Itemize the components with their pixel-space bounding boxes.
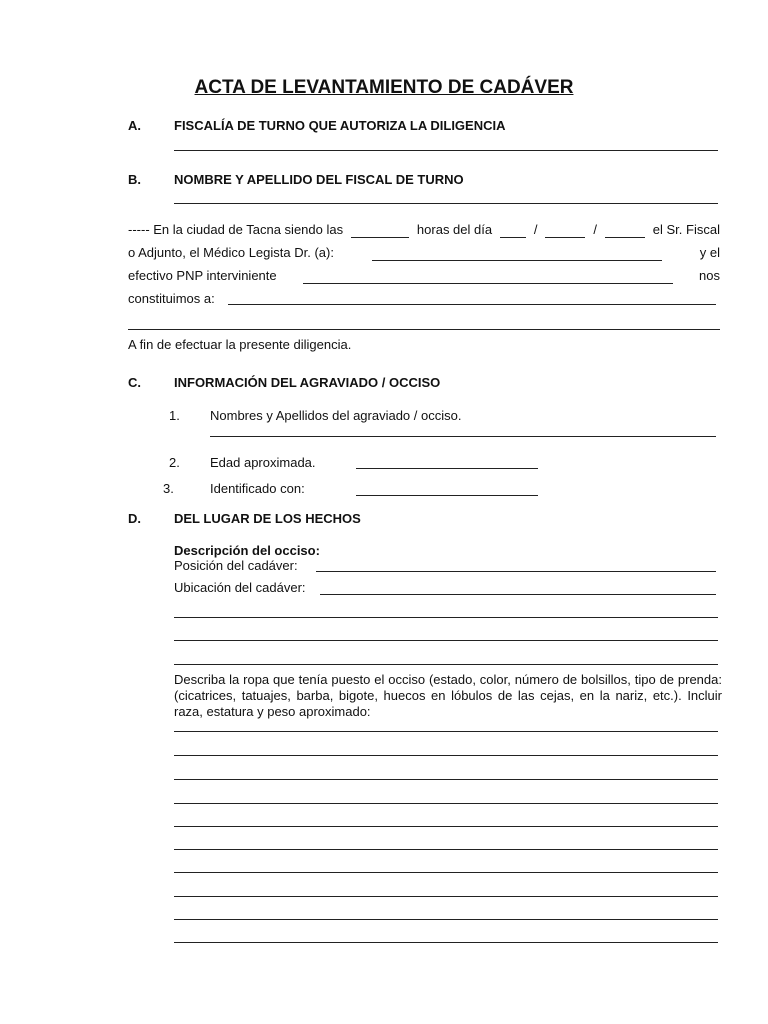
intro-text-constituimos: constituimos a: (128, 291, 215, 306)
intro-line-3 (128, 268, 720, 284)
intro-text-medico: o Adjunto, el Médico Legista Dr. (a): (128, 245, 334, 260)
clothing-line-4[interactable] (174, 803, 718, 804)
date-slash-2: / (593, 222, 597, 237)
clothing-line-8[interactable] (174, 896, 718, 897)
victim-item-1-number: 1. (169, 408, 180, 423)
section-d-letter: D. (128, 511, 141, 526)
clothing-line-2[interactable] (174, 755, 718, 756)
intro-line-2 (128, 245, 720, 261)
fiscal-name-blank-line[interactable] (174, 203, 718, 204)
age-blank-line[interactable] (356, 468, 538, 469)
month-blank[interactable] (545, 225, 585, 238)
intro-text-nos: nos (699, 268, 720, 283)
section-a-label: FISCALÍA DE TURNO QUE AUTORIZA LA DILIGENCIA (174, 118, 506, 133)
document-title: ACTA DE LEVANTAMIENTO DE CADÁVER (194, 77, 574, 98)
identification-blank-line[interactable] (356, 495, 538, 496)
pnp-blank[interactable] (303, 271, 673, 284)
intro-text-city: ----- En la ciudad de Tacna siendo las (128, 222, 344, 237)
clothing-line-9[interactable] (174, 919, 718, 920)
intro-line-1 (128, 222, 720, 238)
place-blank-line-2[interactable] (128, 329, 720, 330)
victim-item-2-label: Edad aproximada. (210, 455, 316, 470)
section-a-letter: A. (128, 118, 141, 133)
location-extra-line-1[interactable] (174, 617, 718, 618)
intro-text-efectivo: efectivo PNP interviniente (128, 268, 277, 283)
position-label: Posición del cadáver: (174, 558, 298, 573)
victim-item-3-number: 3. (163, 481, 174, 496)
intro-closing: A fin de efectuar la presente diligencia. (128, 337, 352, 352)
location-blank-line[interactable] (320, 594, 716, 595)
victim-item-2-number: 2. (169, 455, 180, 470)
intro-text-y-el: y el (699, 245, 720, 260)
location-extra-line-3[interactable] (174, 664, 718, 665)
victim-item-1-label: Nombres y Apellidos del agraviado / occiso. (210, 408, 462, 423)
hour-blank[interactable] (351, 225, 409, 238)
section-c-label: INFORMACIÓN DEL AGRAVIADO / OCCISO (174, 375, 441, 390)
fiscalia-blank-line[interactable] (174, 150, 718, 151)
date-slash-1: / (533, 222, 538, 237)
section-c-letter: C. (128, 375, 141, 390)
clothing-line-3[interactable] (174, 779, 718, 780)
section-d-label: DEL LUGAR DE LOS HECHOS (174, 511, 361, 526)
year-blank[interactable] (605, 225, 645, 238)
location-label: Ubicación del cadáver: (174, 580, 306, 595)
location-extra-line-2[interactable] (174, 640, 718, 641)
clothing-line-10[interactable] (174, 942, 718, 943)
day-blank[interactable] (500, 225, 526, 238)
position-blank-line[interactable] (316, 571, 716, 572)
medico-blank[interactable] (372, 248, 662, 261)
clothing-line-1[interactable] (174, 731, 718, 732)
place-blank-line[interactable] (228, 304, 716, 305)
intro-text-day: horas del día (416, 222, 493, 237)
section-b-label: NOMBRE Y APELLIDO DEL FISCAL DE TURNO (174, 172, 464, 187)
intro-text-fiscal: el Sr. Fiscal (652, 222, 720, 237)
victim-item-3-label: Identificado con: (210, 481, 305, 496)
victim-name-blank-line[interactable] (210, 436, 716, 437)
section-b-letter: B. (128, 172, 141, 187)
description-heading: Descripción del occiso: (174, 543, 320, 558)
clothing-line-6[interactable] (174, 849, 718, 850)
clothing-instructions: Describa la ropa que tenía puesto el occiso (estado, color, número de bolsillos, tipo de prenda: (cicatrices, tatuajes, barba, bigote, huecos en lóbulos de las cejas, en la nariz, etc.). Incluir raza, estatura y peso aproximado: (174, 672, 722, 719)
clothing-line-7[interactable] (174, 872, 718, 873)
clothing-line-5[interactable] (174, 826, 718, 827)
